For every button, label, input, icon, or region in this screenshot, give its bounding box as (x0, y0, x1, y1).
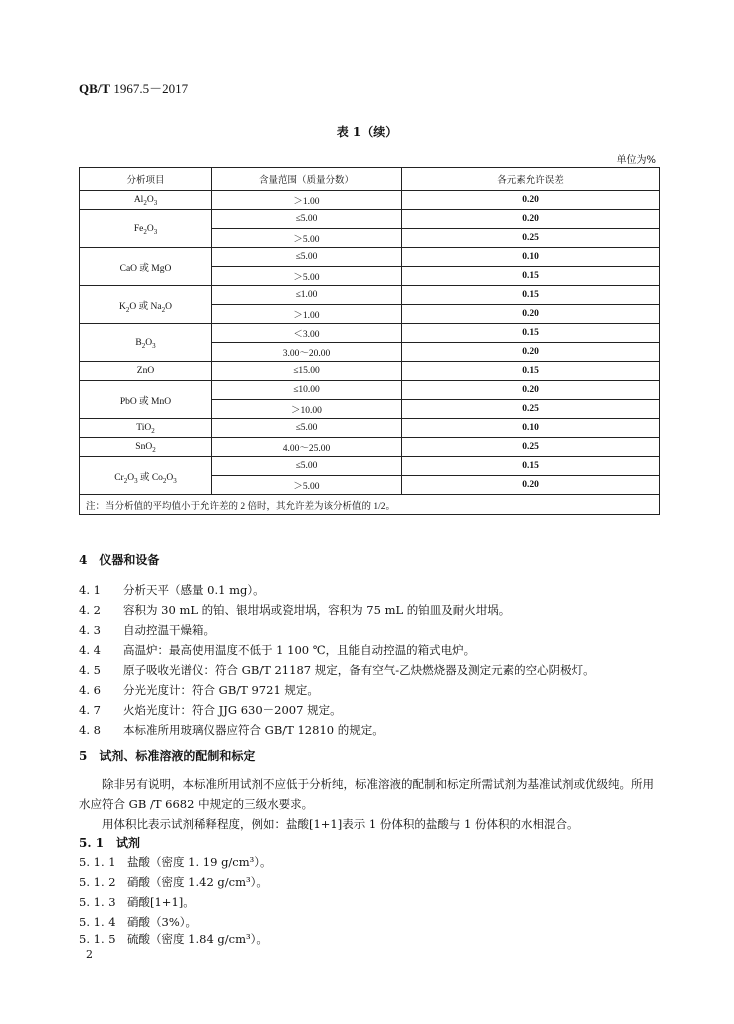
item-number: 4. 3 (79, 623, 101, 637)
item-number: 4. 6 (79, 683, 101, 697)
item-text: 容积为 30 mL 的铂、银坩埚或瓷坩埚，容积为 75 mL 的铂皿及耐火坩埚。 (123, 603, 511, 617)
item-text: 火焰光度计：符合 JJG 630－2007 规定。 (123, 703, 342, 717)
list-item (79, 854, 272, 870)
tolerance-cell: 0.25 (402, 438, 660, 457)
range-cell: ＞1.00 (212, 191, 402, 210)
item-text: 原子吸收光谱仪：符合 GB/T 21187 规定，备有空气-乙炔燃烧器及测定元素的空心阴极灯。 (123, 663, 595, 677)
item-number: 4. 2 (79, 603, 101, 617)
item-cell: SnO$_2$ (80, 438, 212, 457)
range-cell: ＞1.00 (212, 305, 402, 324)
standard-number (79, 78, 188, 97)
range-cell: ≤5.00 (212, 419, 402, 438)
table-row (80, 210, 660, 229)
item-cell: $Fe_2O_3$ (80, 210, 212, 248)
tolerance-cell: 0.25 (402, 400, 660, 419)
column-header: 分析项目 (80, 168, 212, 191)
subsection-heading: 5. 1 试剂 (79, 836, 141, 850)
item-text: 盐酸（密度 1. 19 g/cm³）。 (127, 855, 272, 869)
item-text: 本标准所用玻璃仪器应符合 GB/T 12810 的规定。 (123, 723, 384, 737)
item-number: 5. 1. 3 (79, 895, 116, 909)
tolerance-cell: 0.20 (402, 305, 660, 324)
item-cell: ZnO (80, 362, 212, 381)
item-cell: CaO 或 MgO (80, 248, 212, 286)
list-item (79, 894, 195, 910)
range-cell: 4.00～25.00 (212, 438, 402, 457)
tolerance-cell: 0.15 (402, 286, 660, 305)
tolerance-cell: 0.15 (402, 362, 660, 381)
tolerance-cell: 0.10 (402, 248, 660, 267)
range-cell: ≤5.00 (212, 210, 402, 229)
table-note: 注：当分析值的平均值小于允许差的 2 倍时，其允许差为该分析值的 1/2。 (80, 495, 660, 515)
tolerance-cell: 0.20 (402, 381, 660, 400)
item-number: 5. 1. 5 (79, 932, 116, 946)
item-text: 分光光度计：符合 GB/T 9721 规定。 (123, 683, 319, 697)
table-row (80, 419, 660, 438)
item-number: 4. 8 (79, 723, 101, 737)
tolerance-cell: 0.20 (402, 191, 660, 210)
item-number: 5. 1. 1 (79, 855, 116, 869)
tolerance-cell: 0.15 (402, 267, 660, 286)
tolerance-cell: 0.15 (402, 457, 660, 476)
tolerance-cell: 0.20 (402, 476, 660, 495)
table-row (80, 362, 660, 381)
list-item (79, 931, 268, 947)
table-row (80, 286, 660, 305)
table-row (80, 457, 660, 476)
table-row (80, 248, 660, 267)
range-cell: ≤15.00 (212, 362, 402, 381)
item-number: 4. 1 (79, 583, 101, 597)
range-cell: 3.00～20.00 (212, 343, 402, 362)
table-row (80, 438, 660, 457)
item-text: 分析天平（感量 0.1 mg）。 (123, 583, 265, 597)
tolerance-cell: 0.10 (402, 419, 660, 438)
range-cell: ＜3.00 (212, 324, 402, 343)
item-cell: $K_2O$ 或 $Na_2O$ (80, 286, 212, 324)
range-cell: ≤10.00 (212, 381, 402, 400)
tolerance-table (79, 167, 660, 515)
paragraph: 除非另有说明，本标准所用试剂不应低于分析纯，标准溶液的配制和标定所需试剂为基准试剂或优级纯。所用水应符合 GB /T 6682 中规定的三级水要求。 (79, 777, 654, 811)
list-item (79, 582, 265, 598)
table-row (80, 381, 660, 400)
item-number: 5. 1. 2 (79, 875, 116, 889)
column-header: 含量范围（质量分数） (212, 168, 402, 191)
tolerance-cell: 0.20 (402, 210, 660, 229)
item-cell: PbO 或 MnO (80, 381, 212, 419)
list-item (79, 722, 384, 738)
range-cell: ≤1.00 (212, 286, 402, 305)
table-unit: 单位为% (616, 155, 656, 166)
range-cell: ＞5.00 (212, 476, 402, 495)
table-row (80, 191, 660, 210)
item-text: 高温炉：最高使用温度不低于 1 100 ℃，且能自动控温的箱式电炉。 (123, 643, 476, 657)
item-text: 硫酸（密度 1.84 g/cm³）。 (127, 932, 268, 946)
item-text: 硝酸[1+1]。 (127, 895, 195, 909)
list-item (79, 662, 595, 678)
range-cell: ≤5.00 (212, 457, 402, 476)
item-number: 4. 4 (79, 643, 101, 657)
item-number: 5. 1. 4 (79, 915, 116, 929)
table-header-row (80, 168, 660, 191)
table-note-row (80, 495, 660, 515)
table-row (80, 324, 660, 343)
tolerance-cell: 0.20 (402, 343, 660, 362)
paragraph: 用体积比表示试剂稀释程度，例如：盐酸[1+1]表示 1 份体积的盐酸与 1 份体积的水相混合。 (102, 817, 579, 831)
item-number: 4. 5 (79, 663, 101, 677)
table-title: 表 1（续） (336, 125, 398, 139)
list-item (79, 682, 319, 698)
page-number: 2 (86, 948, 93, 961)
list-item (79, 622, 215, 638)
item-cell: $Cr_2O_3$ 或 $Co_2O_3$ (80, 457, 212, 495)
item-text: 自动控温干燥箱。 (123, 623, 215, 637)
section-4-heading: 4 仪器和设备 (79, 553, 160, 567)
item-cell: TiO$_2$ (80, 419, 212, 438)
std-code: QB/T (79, 81, 111, 96)
range-cell: ＞5.00 (212, 267, 402, 286)
list-item (79, 642, 475, 658)
section-5-heading: 5 试剂、标准溶液的配制和标定 (79, 749, 256, 763)
range-cell: ≤5.00 (212, 248, 402, 267)
tolerance-cell: 0.15 (402, 324, 660, 343)
range-cell: ＞5.00 (212, 229, 402, 248)
item-text: 硝酸（密度 1.42 g/cm³）。 (127, 875, 268, 889)
item-cell: $Al_2O_3$ (80, 191, 212, 210)
list-item (79, 914, 197, 930)
item-cell: $B_2O_3$ (80, 324, 212, 362)
tolerance-cell: 0.25 (402, 229, 660, 248)
std-number: 1967.5－2017 (110, 81, 189, 96)
item-number: 4. 7 (79, 703, 101, 717)
item-text: 硝酸（3%）。 (127, 915, 197, 929)
list-item (79, 874, 268, 890)
column-header: 各元素允许误差 (402, 168, 660, 191)
list-item (79, 702, 342, 718)
list-item (79, 602, 510, 618)
range-cell: ＞10.00 (212, 400, 402, 419)
